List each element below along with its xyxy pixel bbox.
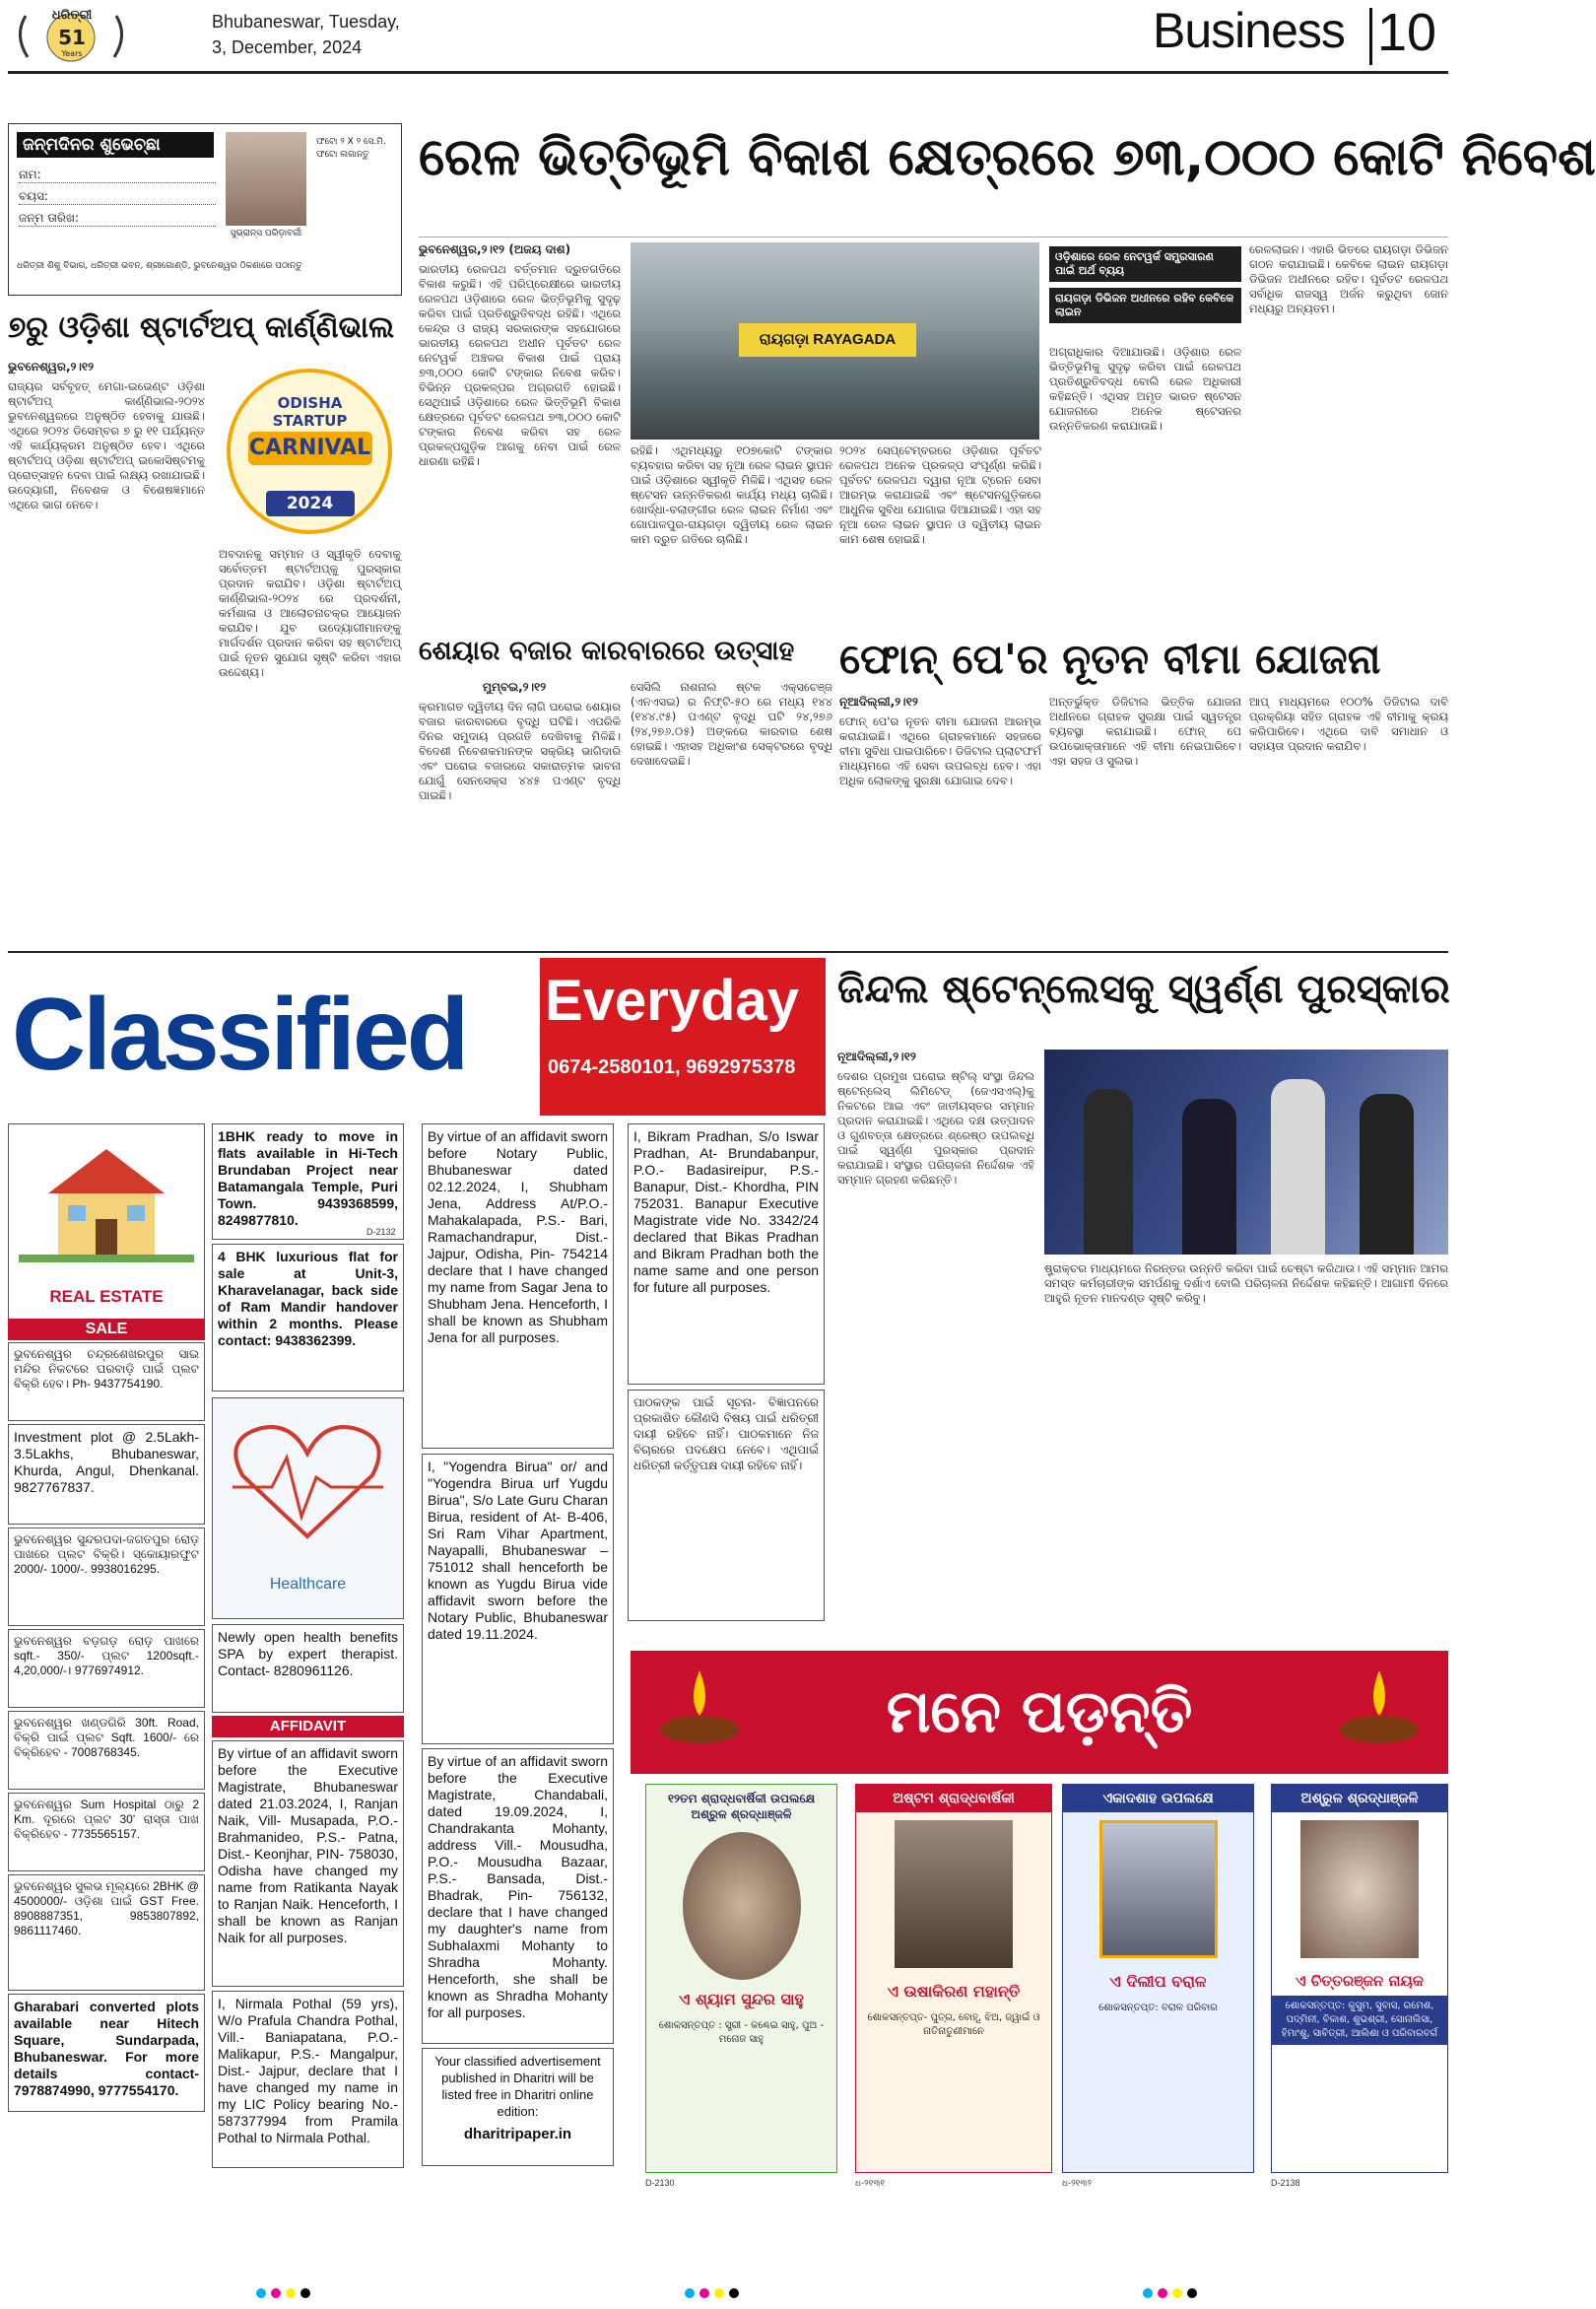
date-line-2: 3, December, 2024 <box>212 37 363 57</box>
birthday-box <box>8 123 402 296</box>
station-signboard: ରାୟଗଡ଼ା RAYAGADA <box>739 323 916 357</box>
lead-sidebar <box>1049 246 1241 335</box>
logo-text: ଧରିତ୍ରୀ <box>51 8 93 23</box>
obituary-heading: ୧୨ତମ ଶ୍ରାଦ୍ଧବାର୍ଷିକୀ ଉପଲକ୍ଷେ ଅଶ୍ରୁଳ ଶ୍ରଦ୍ଧାଞ୍ଜଳି <box>667 1792 816 1821</box>
jindal-photo-person-2 <box>1182 1099 1236 1255</box>
jindal-dateline: ନୂଆଦିଲ୍ଲୀ,୨।୧୨ <box>837 1050 916 1063</box>
jindal-photo <box>1044 1050 1448 1255</box>
market-headline: ଶେୟାର ବଜାର କାରବାରରେ ଉତ୍ସାହ <box>419 636 795 666</box>
obituary-code: ଧ-୨୧୩୨ <box>1062 2178 1092 2188</box>
jindal-headline: ଜିନ୍ଦଲ ଷ୍ଟେନ୍‌ଲେସକୁ ସ୍ୱର୍ଣ୍ଣ ପୁରସ୍କାର <box>837 967 1450 1012</box>
classified-everyday: Everyday <box>545 969 799 1033</box>
phonepe-headline: ଫୋନ୍ ପେ'ର ନୂତନ ବୀମା ଯୋଜନା <box>839 635 1381 683</box>
obituary-footer: ଶୋକସନ୍ତପ୍ତ: କୁସୁମ, ସୁବାସ, ରମେଶ, ପଦ୍ମିନୀ, ବିକାଶ, ଶୁଭଶ୍ରୀ, ସୋନାଲିସା, ହିମାଂଶୁ, ସାବିତ୍ରୀ, ଆଲିଶା ଓ ପରିବାରବର୍ଗ <box>1272 1996 1447 2045</box>
classified-ad: I, "Yogendra Birua" or/ and "Yogendra Birua urf Yugdu Birua", S/o Late Guru Charan Birua, resident of At- B-406, Sri Ram Vihar Apartment, Nayapalli, Bhubaneswar – 751012 shall henceforth be known as Yugdu Birua vide affidavit sworn before the Notary Public, Bhubaneswar dated 19.11.2024. <box>422 1454 614 1744</box>
remembrance-banner <box>631 1651 1448 1774</box>
classified-ad: ଭୁବନେଶ୍ୱର ସୁଲଭ ମୂଲ୍ୟରେ 2BHK @ 4500000/- ଓଡ଼ିଶା ପାଇଁ GST Free. 8908887351, 9853807892, 9861117460. <box>8 1874 205 1991</box>
sale-label: SALE <box>8 1319 205 1340</box>
obituary-name: ଏ ଦିଲୀପ ବରାଳ <box>1109 1972 1207 1991</box>
classified-title: Classified <box>12 978 467 1092</box>
obituary-code: D-2138 <box>1271 2178 1300 2188</box>
market-col-1: କ୍ରମାଗତ ଦ୍ୱିତୀୟ ଦିନ ଲାଗି ଘରୋଇ ଶେୟାର ବଜାର କାରବାରରେ ବୃଦ୍ଧି ଘଟିଛି। ଏପରିକି ଦିନର ସମୁଦାୟ ପ୍ରଗତି ଦେଖିବାକୁ ମିଳିଛି। ବିଦେଶୀ ନିବେଶକମାନଙ୍କ ସକ୍ରିୟ ଭାଗିଦାରି ଏବଂ ଘରୋଇ ବଜାରରେ ସକାରାତ୍ମକ ଭାବନା ଯୋଗୁଁ ସେନସେକ୍ସ ୪୪୫ ପଏଣ୍ଟ ବୃଦ୍ଧି ପାଇଛି। <box>419 700 621 802</box>
phonepe-col-3: ଆପ୍ ମାଧ୍ୟମରେ ୧୦୦% ଡିଜିଟାଲ ଦାବି ପ୍ରକ୍ରିୟା ସହିତ ଗ୍ରାହକ ଏହି ବୀମାକୁ କ୍ରୟ କରିପାରିବେ। ଏଥିରେ ଦାବି ସମାଧାନ ଓ ସହାୟତା ପ୍ରଦାନ କରାଯିବ। <box>1249 695 1448 753</box>
startup-dateline: ଭୁବନେଶ୍ୱର,୨।୧୨ <box>8 360 95 374</box>
classified-ad: ଭୁବନେଶ୍ୱର ଖଣ୍ଡଗିରି 30ft. Road, ବିକ୍ରି ପାଇଁ ପ୍ଲଟ Sqft. 1600/- ରେ ବିକ୍ରିହେବ - 7008768345. <box>8 1711 205 1790</box>
obituary-footer: ଶୋକସନ୍ତପ୍ତ- ପୁତ୍ର, ବୋହୂ, ଝିଅ, ଜ୍ୱାଇଁ ଓ ନାତିନାତୁଣୀମାନେ <box>867 2012 1040 2037</box>
obituary-card <box>855 1784 1052 2173</box>
startup-col-2: ଅବଦାନକୁ ସମ୍ମାନ ଓ ସ୍ୱୀକୃତି ଦେବାକୁ ସର୍ବୋତ୍ତମ ଷ୍ଟାର୍ଟଅପ୍‌କୁ ପୁରସ୍କାର ପ୍ରଦାନ କରାଯିବ। ଓଡ଼ିଶା ଷ୍ଟାର୍ଟଅପ୍ କାର୍ଣ୍ଣିଭାଲ-୨୦୨୪ ରେ ପ୍ରଦର୍ଶନୀ, କର୍ମଶାଳା ଓ ଆଲୋଚନାଚକ୍ର ଆୟୋଜନ କରାଯିବ। ଯୁବ ଉଦ୍ୟୋଗୀମାନଙ୍କୁ ମାର୍ଗଦର୍ଶନ ପ୍ରଦାନ କରିବା ସହ ଷ୍ଟାର୍ଟଅପ୍ ପାଇଁ ନୂତନ ସୁଯୋଗ ସୃଷ୍ଟି କରିବା ଏହାର ଉଦ୍ଦେଶ୍ୟ। <box>219 547 401 679</box>
healthcare-label: Healthcare <box>269 1576 347 1593</box>
phonepe-dateline: ନୂଆଦିଲ୍ଲୀ,୨।୧୨ <box>839 695 918 709</box>
remembrance-title: ମନେ ପଡ଼ନ୍ତି <box>886 1677 1193 1746</box>
jindal-photo-person-3 <box>1271 1079 1325 1255</box>
birthday-photo <box>226 132 306 226</box>
obituary-heading: ଅଶ୍ରୁଳ ଶ୍ରଦ୍ଧାଞ୍ଜଳି <box>1272 1785 1447 1812</box>
classified-ad: By virtue of an affidavit sworn before the Executive Magistrate, Chandabali, dated 19.09.2024, I, Chandrakanta Mohanty, address Vill.- Mousudha, P.O.- Mousudha Bazaar, P.S.- Bansada, Dist.- Bhadrak, Pin- 756132, declare that I have changed my daughter's name from Subhalaxmi Mohanty to Shradha Mohanty. Henceforth, she shall be known as Shradha Mohanty for all purposes. <box>422 1748 614 2044</box>
online-promo-text: Your classified advertisement published in Dharitri will be listed free in Dharitri online edition: <box>434 2054 601 2119</box>
obituary-card <box>1271 1784 1448 2173</box>
classified-ad: ଭୁବନେଶ୍ୱର ସୁନ୍ଦରପଦା-ଜଗତପୁର ରୋଡ଼ ପାଖରେ ପ୍ଲଟ ବିକ୍ରି। ସ୍କୋୟାରଫୁଟ 2000/- 1000/-. 9938016295. <box>8 1528 205 1626</box>
obituary-footer: ଶୋକସନ୍ତପ୍ତ : ସ୍ତ୍ରୀ - କଣ୍ଢେଇ ସାହୁ, ପୁଅ - ମନୋଜ ସାହୁ <box>658 2020 825 2045</box>
lead-photo <box>631 242 1039 440</box>
classified-ad: 1BHK ready to move in flats available in Hi-Tech Brundaban Project near Batamangala Temple, Puri Town. 9439368599, 8249877810. <box>212 1123 404 1240</box>
masthead-rule <box>8 71 1448 74</box>
birthday-photo-note: ଫଟୋ ୨ X ୨ ସେ.ମି. ଫଟୋ ଲଗାନ୍ତୁ <box>316 137 386 160</box>
classified-ad: Investment plot @ 2.5Lakh- 3.5Lakhs, Bhubaneswar, Khurda, Angul, Dhenkanal. 9827767837. <box>8 1424 205 1525</box>
lead-sidebar-point-2: ରାୟଗଡ଼ା ଡିଭିଜନ ଅଧୀନରେ ରହିବ କେବିକେ ଲାଇନ <box>1049 288 1241 323</box>
jindal-col-1: ଦେଶର ପ୍ରମୁଖ ଘରୋଇ ଷ୍ଟିଲ୍ ସଂସ୍ଥା ଜିନ୍ଦଲ ଷ୍ଟେନ୍‌ଲେସ୍ ଲିମିଟେଡ୍ (ଜେଏସଏଲ୍)କୁ ନିକଟରେ ଆଇ ଏବଂ ଜାତୀୟସ୍ତର ସମ୍ମାନ ପ୍ରଦାନ କରାଯାଇଛି। ଏଥିରେ ଦକ୍ଷ ଉତ୍ପାଦନ ଓ ଗୁଣବତ୍ତା କ୍ଷେତ୍ରରେ ଶ୍ରେଷ୍ଠ ଉପଲବ୍ଧି ପାଇଁ ସ୍ୱର୍ଣ୍ଣ ପୁରସ୍କାର ପ୍ରଦାନ କରାଯାଇଛି। ସଂସ୍ଥାର ପରିଚାଳନା ନିର୍ଦ୍ଦେଶକ ଏହି ସମ୍ମାନ ଗ୍ରହଣ କରିଛନ୍ତି। <box>837 1069 1034 1187</box>
obituary-card <box>645 1784 837 2173</box>
affidavit-label: AFFIDAVIT <box>212 1716 404 1737</box>
classified-ad: I, Bikram Pradhan, S/o Iswar Pradhan, At- Brundabanpur, P.O.- Badasireipur, P.S.- Banapur, Dist.- Khordha, PIN 752031. Banapur Executive Magistrate vide No. 3342/24 declared that Bikas Pradhan and Bikram Pradhan both the name same and one person for future all purposes. <box>628 1123 825 1385</box>
lead-rule <box>419 237 1448 238</box>
lead-col-2: ରହିଛି। ଏଥିମଧ୍ୟରୁ ୧୦୭କୋଟି ଟଙ୍କାର ବ୍ୟବହାର କରିବା ସହ ନୂଆ ରେଳ ଲାଇନ ସ୍ଥାପନ ପାଇଁ ଓଡ଼ିଶାରେ ସ୍ୱୀକୃତି ମିଳିଛି। ଏଥିସହ ରେଳ ଷ୍ଟେସନ ଉନ୍ନତିକରଣ କାର୍ଯ୍ୟ ମଧ୍ୟ ଚାଲିଛି। ଖୋର୍ଦ୍ଧା-ବଲାଙ୍ଗୀର ରେଳ ଲାଇନ ନିର୍ମାଣ ଏବଂ ଗୋପାଳପୁର-ରାୟଗଡ଼ା ଦ୍ୱିତୀୟ ରେଳ ଲାଇନ କାମ ଦ୍ରୁତ ଗତିରେ ଚାଲିଛି। <box>631 443 832 546</box>
logo-years-label: Years <box>61 49 83 58</box>
classified-ad: ପାଠକଙ୍କ ପାଇଁ ସୂଚନା- ବିଜ୍ଞାପନରେ ପ୍ରକାଶିତ କୌଣସି ବିଷୟ ପାଇଁ ଧରିତ୍ରୀ ଦାୟୀ ରହିବେ ନାହିଁ। ପାଠକମାନେ ନିଜ ବିଚାରରେ ପଦକ୍ଷେପ ନେବେ। ଏଥିପାଇଁ ଧରିତ୍ରୀ କର୍ତ୍ତୃପକ୍ଷ ଦାୟୀ ରହିବେ ନାହିଁ। <box>628 1390 825 1621</box>
logo-years: 51 <box>58 26 86 49</box>
birthday-field-name: ନାମ: <box>19 168 216 183</box>
phonepe-col-2: ଅନ୍ତର୍ଭୁକ୍ତ ଡିଜିଟାଲ ଭିତ୍ତିକ ଯୋଜନା ଅଧୀନରେ ଗ୍ରାହକ ସୁରକ୍ଷା ପାଇଁ ସ୍ୱତନ୍ତ୍ର ବ୍ୟବସ୍ଥା କରାଯାଇଛି। ଫୋନ୍ ପେ ଉପଭୋକ୍ତାମାନେ ଏହି ବୀମା ନେଇପାରିବେ। ଏହା ସହଜ ଓ ସୁଲଭ। <box>1049 695 1241 768</box>
startup-headline: ୭ରୁ ଓଡ଼ିଶା ଷ୍ଟାର୍ଟଅପ୍ କାର୍ଣ୍ଣିଭାଲ <box>8 310 395 345</box>
obituary-heading: ଅଷ୍ଟମ ଶ୍ରାଦ୍ଧବାର୍ଷିକୀ <box>856 1785 1051 1812</box>
obituary-name: ଏ ଚିତ୍ତରଞ୍ଜନ ନାୟକ <box>1296 1972 1424 1990</box>
market-col-2: ସେସିଲି ନାଶନାଲ ଷ୍ଟକ ଏକ୍ସଚେଞ୍ଜ (ଏନଏସଇ) ର ନିଫ୍ଟି-୫୦ ରେ ମଧ୍ୟ ୧୪୪ (୧୪୪.୯୫) ପଏଣ୍ଟ ବୃଦ୍ଧି ଘଟି ୨୪,୨୭୬ (୨୪,୨୭୬.୦୫) ଅଙ୍କରେ କାରବାର ଶେଷ ହୋଇଛି। ଏହାସହ ଅଧିକାଂଶ ସେକ୍ଟରରେ ବୃଦ୍ଧି ଦେଖାଦେଇଛି। <box>631 680 832 768</box>
obituary-card <box>1062 1784 1254 2173</box>
classified-ad: Newly open health benefits SPA by expert therapist. Contact- 8280961126. <box>212 1624 404 1713</box>
real-estate-label: REAL ESTATE <box>49 1287 164 1306</box>
classified-ad: Gharabari converted plots available near Hitech Square, Sundarpada, Bhubaneswar. For more details contact- 7978874990, 9777554170. <box>8 1994 205 2112</box>
birthday-title: ଜନ୍ମଦିନର ଶୁଭେଚ୍ଛା <box>17 132 214 158</box>
online-promo <box>422 2048 614 2166</box>
classified-ad: ଭୁବନେଶ୍ୱର Sum Hospital ଠାରୁ 2 Km. ଦୂରରେ ପ୍ଲଟ 30' ରାସ୍ତା ପାଖ ବିକ୍ରିହେବ - 7735565157. <box>8 1793 205 1871</box>
heartbeat-icon <box>213 1398 403 1566</box>
birthday-field-dob: ଜନ୍ମ ତାରିଖ: <box>19 211 216 227</box>
jindal-col-2: ଷ୍ଟ୍ରାକ୍ଚର ମାଧ୍ୟମରେ ନିରନ୍ତର ଉନ୍ନତି କରିବା ପାଇଁ ଚେଷ୍ଟା କରିଥାଉ। ଏହି ସମ୍ମାନ ଆମର ସମସ୍ତ କର୍ମଚାରୀଙ୍କ ସମର୍ପଣକୁ ଦର୍ଶାଏ ବୋଲି ପରିଚାଳନା ନିର୍ଦ୍ଦେଶକ କହିଛନ୍ତି। ଆଗାମୀ ଦିନରେ ଆହୁରି ନୂତନ ମାନଦଣ୍ଡ ସୃଷ୍ଟି କରିବୁ। <box>1044 1261 1448 1305</box>
section-title: Business <box>1153 3 1345 58</box>
obituary-code: D-2130 <box>645 2178 675 2188</box>
print-registration-marks <box>0 2281 1455 2305</box>
birthday-field-age: ବୟସ: <box>19 189 216 205</box>
jindal-photo-person-4 <box>1360 1094 1414 1255</box>
online-promo-url[interactable]: dharitripaper.in <box>463 2126 572 2142</box>
registration-swatch-icon <box>0 2281 1455 2305</box>
classified-ad: ଭୁବନେଶ୍ୱର ଚନ୍ଦ୍ରଶେଖରପୁର ସାଇ ମନ୍ଦିର ନିକଟରେ ଘରବାଡ଼ି ପାଇଁ ପ୍ଲଟ ବିକ୍ରି ହେବ। Ph- 9437754190. <box>8 1342 205 1421</box>
lead-headline: ରେଳ ଭିତ୍ତିଭୂମି ବିକାଶ କ୍ଷେତ୍ରରେ ୭୩,୦୦୦ କୋଟି ନିବେଶ <box>419 128 1596 187</box>
masthead-logo <box>12 6 130 63</box>
lead-sidebar-point-1: ଓଡ଼ିଶାରେ ରେଳ ନେଟୱର୍କ ସମ୍ପ୍ରସାରଣ ପାଇଁ ଅର୍ଥ ବ୍ୟୟ <box>1049 246 1241 282</box>
birthday-footer: ଧରିତ୍ରୀ ଶିଶୁ ବିଭାଗ, ଧରିତ୍ରୀ ଭବନ, ଶ୍ରୀଗୋଣ୍ଡି, ଭୁବନେଶ୍ୱର ଠିକଣାରେ ପଠାନ୍ତୁ <box>17 261 302 271</box>
obituary-code: ଧ-୨୧୩୧ <box>855 2178 886 2188</box>
classified-ad: By virtue of an affidavit sworn before the Executive Magistrate, Bhubaneswar dated 21.03.2024, I, Ranjan Naik, Vill- Musapada, P.O.- Brahmanideo, P.S.- Patna, Dist.- Keonjhar, PIN- 758030, Odisha have changed my name from Ratikanta Nayak to Ranjan Naik. Henceforth, I shall be known as Ranjan Naik for all purposes. <box>212 1740 404 1987</box>
classified-phones: 0674-2580101, 9692975378 <box>548 1056 796 1078</box>
lead-col-3: ୨୦୨୪ ସେପ୍ଟେମ୍ବରରେ ଓଡ଼ିଶାର ପୂର୍ବତଟ ରେଳପଥ ଅନେକ ପ୍ରକଳ୍ପ ସଂପୂର୍ଣ୍ଣ କରିଛି। ପୂର୍ବତଟ ରେଳପଥ ଦ୍ୱାରା ନୂଆ ଟ୍ରେନ ସେବା ଆରମ୍ଭ କରାଯାଇଛି ଏବଂ ଷ୍ଟେସନଗୁଡ଼ିକରେ ଆଧୁନିକ ସୁବିଧା ଯୋଗାଇ ଦିଆଯାଇଛି। ଏହା ସହ ନୂଆ ରେଳ ଲାଇନ ସ୍ଥାପନ ଓ ଦ୍ୱିତୀୟ ଲାଇନ କାମ ଶେଷ ହୋଇଛି। <box>839 443 1041 546</box>
classified-ad: 4 BHK luxurious flat for sale at Unit-3, Kharavelanagar, back side of Ram Mandir handover within 2 months. Please contact: 9438362399. <box>212 1244 404 1392</box>
classified-ad: I, Nirmala Pothal (59 yrs), W/o Prafula Chandra Pothal, Vill.- Baniapatana, P.O.- Malikapur, P.S.- Mangalpur, Dist.- Jajpur, declare that I have changed my name in my LIC Policy bearing No.- 587377994 from Pramila Pothal to Nirmala Pothal. <box>212 1991 404 2168</box>
real-estate-graphic <box>8 1123 205 1321</box>
lead-col-1: ଭାରତୀୟ ରେଳପଥ ବର୍ତ୍ତମାନ ଦ୍ରୁତଗତିରେ ବିକାଶ କରୁଛି। ଏହି ପରିପ୍ରେକ୍ଷୀରେ ଭାରତୀୟ ରେଳପଥ ଓଡ଼ିଶାରେ ରେଳ ଭିତ୍ତିଭୂମିକୁ ସୁଦୃଢ଼ କରିବା ପାଇଁ ପ୍ରତିଶ୍ରୁତିବଦ୍ଧ ରହିଛି। ଏଥିରେ କେନ୍ଦ୍ର ଓ ରାଜ୍ୟ ସରକାରଙ୍କ ସହଯୋଗରେ ଭାରତୀୟ ରେଳପଥ ଅଧୀନ ପୂର୍ବତଟ ରେଳ ନେଟୱର୍କ ଅଞ୍ଚଳର ବିକାଶ ପାଇଁ ପ୍ରାୟ ୭୩,୦୦୦ କୋଟି ଟଙ୍କାର ନିବେଶ କରିବ। ବିଭିନ୍ନ ପ୍ରକଳ୍ପର ଅଗ୍ରଗତି ହୋଇଛି। ସେଥିପାଇଁ ଓଡ଼ିଶାରେ ରେଳ ଭିତ୍ତିଭୂମି ବିକାଶ କ୍ଷେତ୍ରରେ ପୂର୍ବତଟ ରେଳପଥ ୭୩,୦୦୦ କୋଟି ଟଙ୍କାର ନିବେଶ କରିବା ସହ ରେଳ ପ୍ରକଳ୍ପଗୁଡ଼ିକ ଆଗକୁ ନେବା ପାଇଁ ରେଳ ଧାରଣା ରହିଛି। <box>419 262 621 468</box>
obituary-heading: ଏକାଦଶାହ ଉପଲକ୍ଷେ <box>1063 1785 1253 1812</box>
mid-rule <box>8 951 1448 953</box>
lead-col-4: ଅଗ୍ରାଧିକାର ଦିଆଯାଉଛି। ଓଡ଼ିଶାର ରେଳ ଭିତ୍ତିଭୂମିକୁ ସୁଦୃଢ଼ କରିବା ପାଇଁ ରେଳପଥ ପ୍ରତିଶ୍ରୁତିବଦ୍ଧ ବୋଲି ରେଳ ଅଧିକାରୀ କହିଛନ୍ତି। ଏଥିସହ ଅମୃତ ଭାରତ ଷ୍ଟେସନ ଯୋଜନାରେ ଅନେକ ଷ୍ଟେସନର ଉନ୍ନତିକରଣ କରାଯାଉଛି। <box>1049 345 1241 433</box>
logo-startup: STARTUP <box>272 412 348 430</box>
classified-ad: By virtue of an affidavit sworn before Notary Public, Bhubaneswar dated 02.12.2024, I, Shubham Jena, Address At/P.O.- Mahakalapada, P.S.- Bari, Ramachandrapur, Dist.- Jajpur, Odisha, Pin- 754214 declare that I have changed my name from Sagar Jena to Shubham Jena. Henceforth, I shall be known as Shubham Jena for all purposes. <box>422 1123 614 1449</box>
house-icon <box>9 1124 204 1272</box>
section-divider <box>1369 8 1372 65</box>
logo-carnival: CARNIVAL <box>248 436 371 460</box>
obituary-photo <box>1099 1820 1218 1958</box>
logo-year: 2024 <box>286 494 334 513</box>
startup-col-1: ରାଜ୍ୟର ସର୍ବବୃହତ୍ ମେଗା-ଇଭେଣ୍ଟ ଓଡ଼ିଶା ଷ୍ଟାର୍ଟଅପ୍ କାର୍ଣ୍ଣିଭାଲ-୨୦୨୪ ଭୁବନେଶ୍ୱରରେ ଅନୁଷ୍ଠିତ ହେବାକୁ ଯାଉଛି। ଏଥିରେ ୨୦୨୪ ଡିସେମ୍ବର ୭ ରୁ ୧୧ ପର୍ଯ୍ୟନ୍ତ ଏହି କାର୍ଯ୍ୟକ୍ରମ ଅନୁଷ୍ଠିତ ହେବ। ଏଥିରେ ଷ୍ଟାର୍ଟଅପ୍ ଓଡ଼ିଶା ଷ୍ଟାର୍ଟଅପ୍ ଇକୋସିଷ୍ଟମକୁ ପ୍ରୋତ୍ସାହନ ଦେବା ପାଇଁ ଲକ୍ଷ୍ୟ ରଖାଯାଇଛି। ଉଦ୍ୟୋଗୀ, ନିବେଶକ ଓ ବିଶେଷଜ୍ଞମାନେ ଏଥିରେ ଭାଗ ନେବେ। <box>8 379 205 511</box>
ad-code: D-2132 <box>366 1227 396 1237</box>
obituary-photo <box>683 1832 801 1980</box>
obituary-footer: ଶୋକସନ୍ତପ୍ତ: ବରାଳ ପରିବାର <box>1098 2003 1218 2013</box>
healthcare-graphic <box>212 1397 404 1619</box>
classified-ad: ଭୁବନେଶ୍ୱର ବଡ଼ଗଡ଼ ରୋଡ଼ ପାଖରେ sqft.- 350/- ପ୍ଲଟ 1200sqft.- 4,20,000/-। 9776974912. <box>8 1629 205 1708</box>
obituary-photo <box>895 1820 1013 1968</box>
obituary-name: ଏ ଶ୍ୟାମ ସୁନ୍ଦର ସାହୁ <box>679 1990 804 2008</box>
jindal-photo-person-1 <box>1084 1089 1133 1255</box>
market-dateline: ମୁମ୍ବଇ,୨।୧୨ <box>483 680 547 694</box>
obituary-name: ଏ ଉଷାକିରଣ ମହାନ୍ତି <box>887 1982 1021 2001</box>
lead-dateline: ଭୁବନେଶ୍ୱର,୨।୧୨ (ଅଜୟ ଦାଶ) <box>419 242 571 256</box>
startup-logo <box>219 365 401 537</box>
page-number: 10 <box>1377 3 1437 62</box>
classified-banner <box>8 958 826 1121</box>
birthday-child-name: ସୁଭ୍ରାନ୍ସ ପରିଡ଼ାବର୍ଗୀ <box>230 229 302 238</box>
lead-col-5: ରେଳଲାଇନ। ଏହାରି ଭିତରେ ରାୟଗଡ଼ା ଡିଭିଜନ ଗଠନ କରାଯାଇଛି। କେବିକେ ଲାଇନ ରାୟଗଡ଼ା ଡିଭିଜନ ଅଧୀନରେ ରହିବ। ପୂର୍ବତଟ ରେଳପଥ ସର୍ବାଧିକ ରାଜସ୍ୱ ଅର୍ଜନ କରୁଥିବା ଜୋନ ମଧ୍ୟରୁ ଅନ୍ୟତମ। <box>1249 242 1448 315</box>
obituary-photo <box>1300 1820 1419 1958</box>
logo-odisha: ODISHA <box>277 394 343 412</box>
phonepe-col-1: ଫୋନ୍ ପେ'ର ନୂତନ ବୀମା ଯୋଜନା ଆରମ୍ଭ କରାଯାଇଛି। ଏଥିରେ ଗ୍ରାହକମାନେ ସହଜରେ ବୀମା ସୁବିଧା ପାଇପାରିବେ। ଡିଜିଟାଲ ପ୍ଲାଟଫର୍ମ ମାଧ୍ୟମରେ ଏହି ସେବା ଉପଲବ୍ଧ ହେବ। ଏହା ଅଧିକ ଲୋକଙ୍କୁ ସୁରକ୍ଷା ଯୋଗାଇ ଦେବ। <box>839 714 1041 787</box>
date-line-1: Bhubaneswar, Tuesday, <box>212 12 400 32</box>
